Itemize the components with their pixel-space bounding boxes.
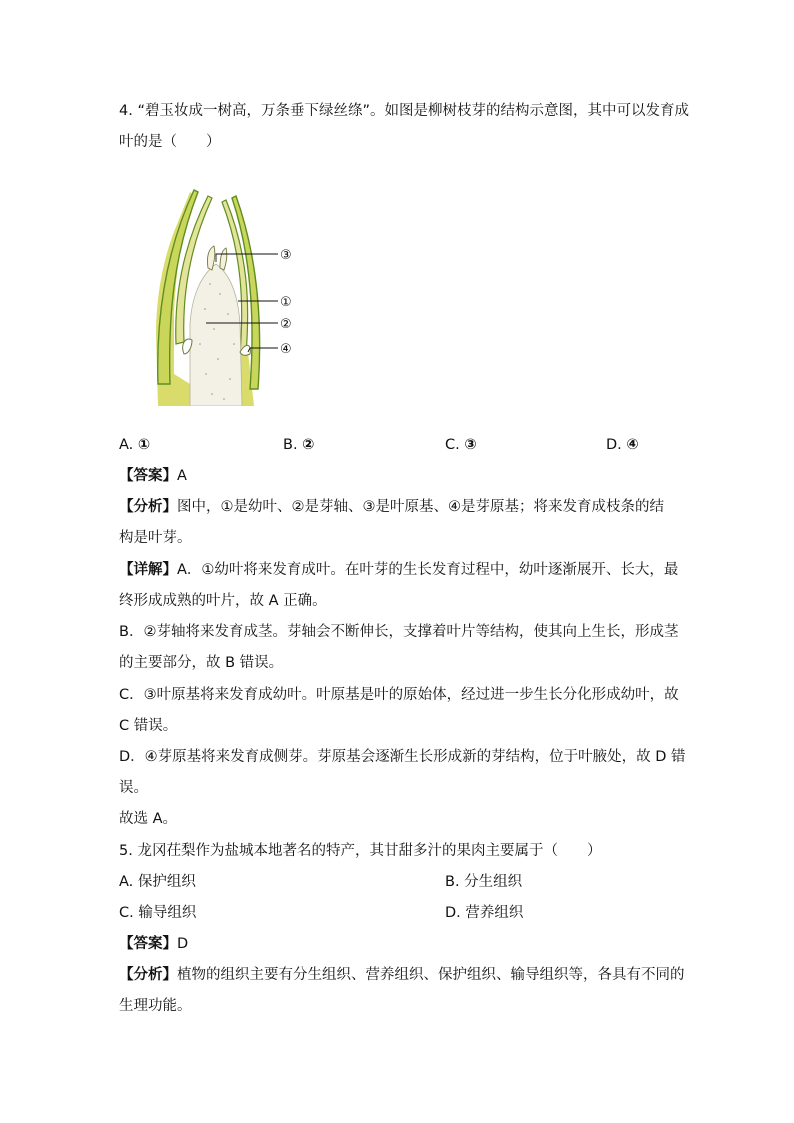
q4-stem-line2: 叶的是（ ） (119, 134, 221, 150)
q4-detail-b2: 的主要部分，故 B 错误。 (119, 655, 284, 671)
figure-label-3: ③ (280, 248, 292, 263)
q4-analysis-line1 (119, 497, 664, 517)
detail-text: A．①幼叶将来发育成叶。在叶芽的生长发育过程中，幼叶逐渐展开、长大，最 (177, 562, 679, 578)
q5-option-a (119, 872, 196, 892)
option-letter: B. (283, 437, 303, 453)
detail-tag: 【详解】 (119, 562, 177, 578)
option-letter: B. (445, 874, 465, 890)
q5-analysis-line1 (119, 965, 685, 985)
analysis-text: 植物的组织主要有分生组织、营养组织、保护组织、输导组织等，各具有不同的 (177, 967, 685, 983)
q4-analysis-line2: 构是叶芽。 (119, 530, 192, 546)
q4-option-a (119, 435, 150, 455)
option-text: 保护组织 (137, 874, 196, 890)
figure-label-1: ① (280, 295, 292, 310)
q4-option-b (283, 435, 314, 455)
answer-value: D (177, 936, 189, 952)
q4-detail-c1: C．③叶原基将来发育成幼叶。叶原基是叶的原始体，经过进一步生长分化形成幼叶，故 (119, 687, 679, 703)
option-letter: A. (119, 874, 138, 890)
q4-conclusion: 故选 A。 (119, 811, 178, 827)
q4-detail-d1: D．④芽原基将来发育成侧芽。芽原基会逐渐生长形成新的芽结构，位于叶腋处，故 D 错 (119, 749, 686, 765)
q5-option-b (445, 872, 522, 892)
q5-analysis-line2: 生理功能。 (119, 998, 192, 1014)
q4-detail-a2: 终形成成熟的叶片，故 A 正确。 (119, 593, 327, 609)
answer-tag: 【答案】 (119, 468, 177, 484)
figure-label-4: ④ (280, 342, 292, 357)
option-value: ② (302, 437, 315, 453)
analysis-text: 图中，①是幼叶、②是芽轴、③是叶原基、④是芽原基；将来发育成枝条的结 (177, 499, 664, 515)
option-letter: D. (445, 905, 466, 921)
q5-stem: 5. 龙冈茌梨作为盐城本地著名的特产，其甘甜多汁的果肉主要属于（ ） (119, 843, 602, 859)
analysis-tag: 【分析】 (119, 967, 177, 983)
option-value: ④ (626, 437, 639, 453)
q4-detail-c2: C 错误。 (119, 718, 178, 734)
option-letter: C. (119, 905, 139, 921)
option-value: ③ (464, 437, 477, 453)
option-letter: C. (445, 437, 465, 453)
bud-axis (190, 264, 242, 406)
option-letter: D. (606, 437, 627, 453)
option-text: 分生组织 (464, 874, 523, 890)
q4-answer (119, 466, 187, 486)
option-text: 输导组织 (138, 905, 197, 921)
bud-structure-figure (150, 184, 300, 406)
option-value: ① (137, 437, 151, 453)
q4-option-d (606, 435, 639, 455)
answer-tag: 【答案】 (119, 936, 177, 952)
q5-option-c (119, 903, 196, 923)
q4-detail-d2: 误。 (119, 780, 148, 796)
option-text: 营养组织 (465, 905, 524, 921)
answer-value: A (177, 468, 187, 484)
analysis-tag: 【分析】 (119, 499, 177, 515)
q4-detail-a1 (119, 560, 678, 580)
q4-stem-line1: 4. “碧玉妆成一树高，万条垂下绿丝绦”。如图是柳树枝芽的结构示意图，其中可以发育成 (119, 103, 689, 119)
q5-option-d (445, 903, 523, 923)
q4-option-c (445, 435, 477, 455)
option-letter: A. (119, 437, 138, 453)
q5-answer (119, 934, 188, 954)
q4-detail-b1: B．②芽轴将来发育成茎。芽轴会不断伸长，支撑着叶片等结构，使其向上生长，形成茎 (119, 624, 679, 640)
figure-label-2: ② (280, 317, 292, 332)
